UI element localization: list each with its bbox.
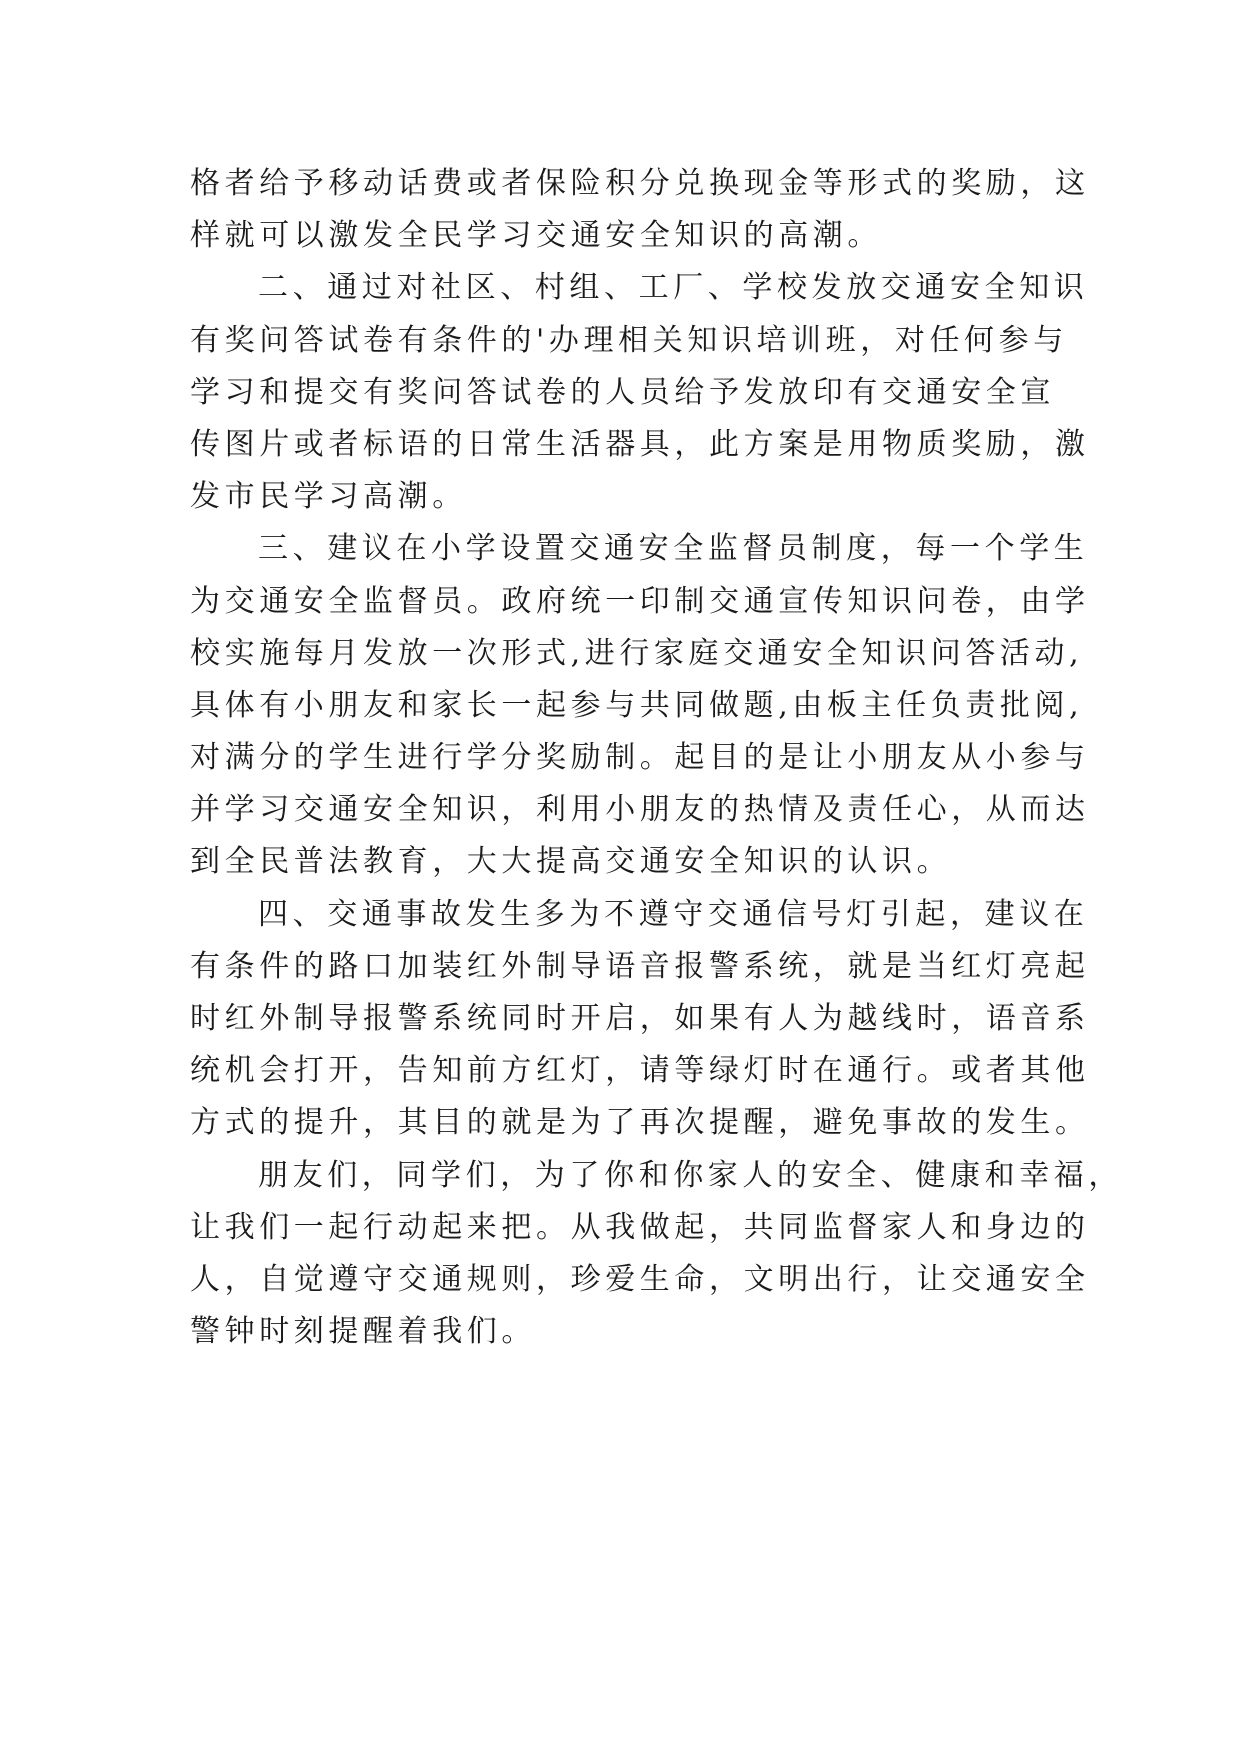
text-line: 方式的提升，其目的就是为了再次提醒，避免事故的发生。 xyxy=(190,1105,1090,1141)
text-line: 让我们一起行动起来把。从我做起，共同监督家人和身边的 xyxy=(190,1209,1090,1245)
text-line: 格者给予移动话费或者保险积分兑换现金等形式的奖励，这 xyxy=(190,166,1090,201)
text-line: 有条件的路口加装红外制导语音报警系统，就是当红灯亮起 xyxy=(190,948,1090,984)
text-line: 并学习交通安全知识，利用小朋友的热情及责任心，从而达 xyxy=(190,792,1090,828)
text-line: 到全民普法教育，大大提高交通安全知识的认识。 xyxy=(190,844,952,880)
text-line: 统机会打开，告知前方红灯，请等绿灯时在通行。或者其他 xyxy=(190,1053,1090,1089)
paragraph-first-line: 三、建议在小学设置交通安全监督员制度，每一个学生 xyxy=(258,531,1089,567)
text-line: 为交通安全监督员。政府统一印制交通宣传知识问卷，由学 xyxy=(190,583,1090,619)
paragraph-first-line: 二、通过对社区、村组、工厂、学校发放交通安全知识 xyxy=(258,270,1089,306)
text-line: 发市民学习高潮。 xyxy=(190,479,467,515)
text-line: 校实施每月发放一次形式,进行家庭交通安全知识问答活动, xyxy=(190,635,1084,671)
text-line: 传图片或者标语的日常生活器具，此方案是用物质奖励，激 xyxy=(190,426,1090,462)
text-line: 样就可以激发全民学习交通安全知识的高潮。 xyxy=(190,218,882,254)
document-body xyxy=(190,158,1123,1358)
paragraph-first-line: 朋友们，同学们，为了你和你家人的安全、健康和幸福， xyxy=(258,1157,1123,1193)
paragraph-first-line: 四、交通事故发生多为不遵守交通信号灯引起，建议在 xyxy=(258,896,1089,932)
text-line: 有奖问答试卷有条件的'办理相关知识培训班，对任何参与 xyxy=(190,322,1068,358)
text-line: 时红外制导报警系统同时开启，如果有人为越线时，语音系 xyxy=(190,1001,1090,1036)
text-line: 具体有小朋友和家长一起参与共同做题,由板主任负责批阅, xyxy=(190,687,1084,723)
text-line: 警钟时刻提醒着我们。 xyxy=(190,1314,536,1350)
text-line: 学习和提交有奖问答试卷的人员给予发放印有交通安全宣 xyxy=(190,374,1055,410)
text-line: 人，自觉遵守交通规则，珍爱生命，文明出行，让交通安全 xyxy=(190,1261,1090,1297)
text-line: 对满分的学生进行学分奖励制。起目的是让小朋友从小参与 xyxy=(190,740,1090,776)
